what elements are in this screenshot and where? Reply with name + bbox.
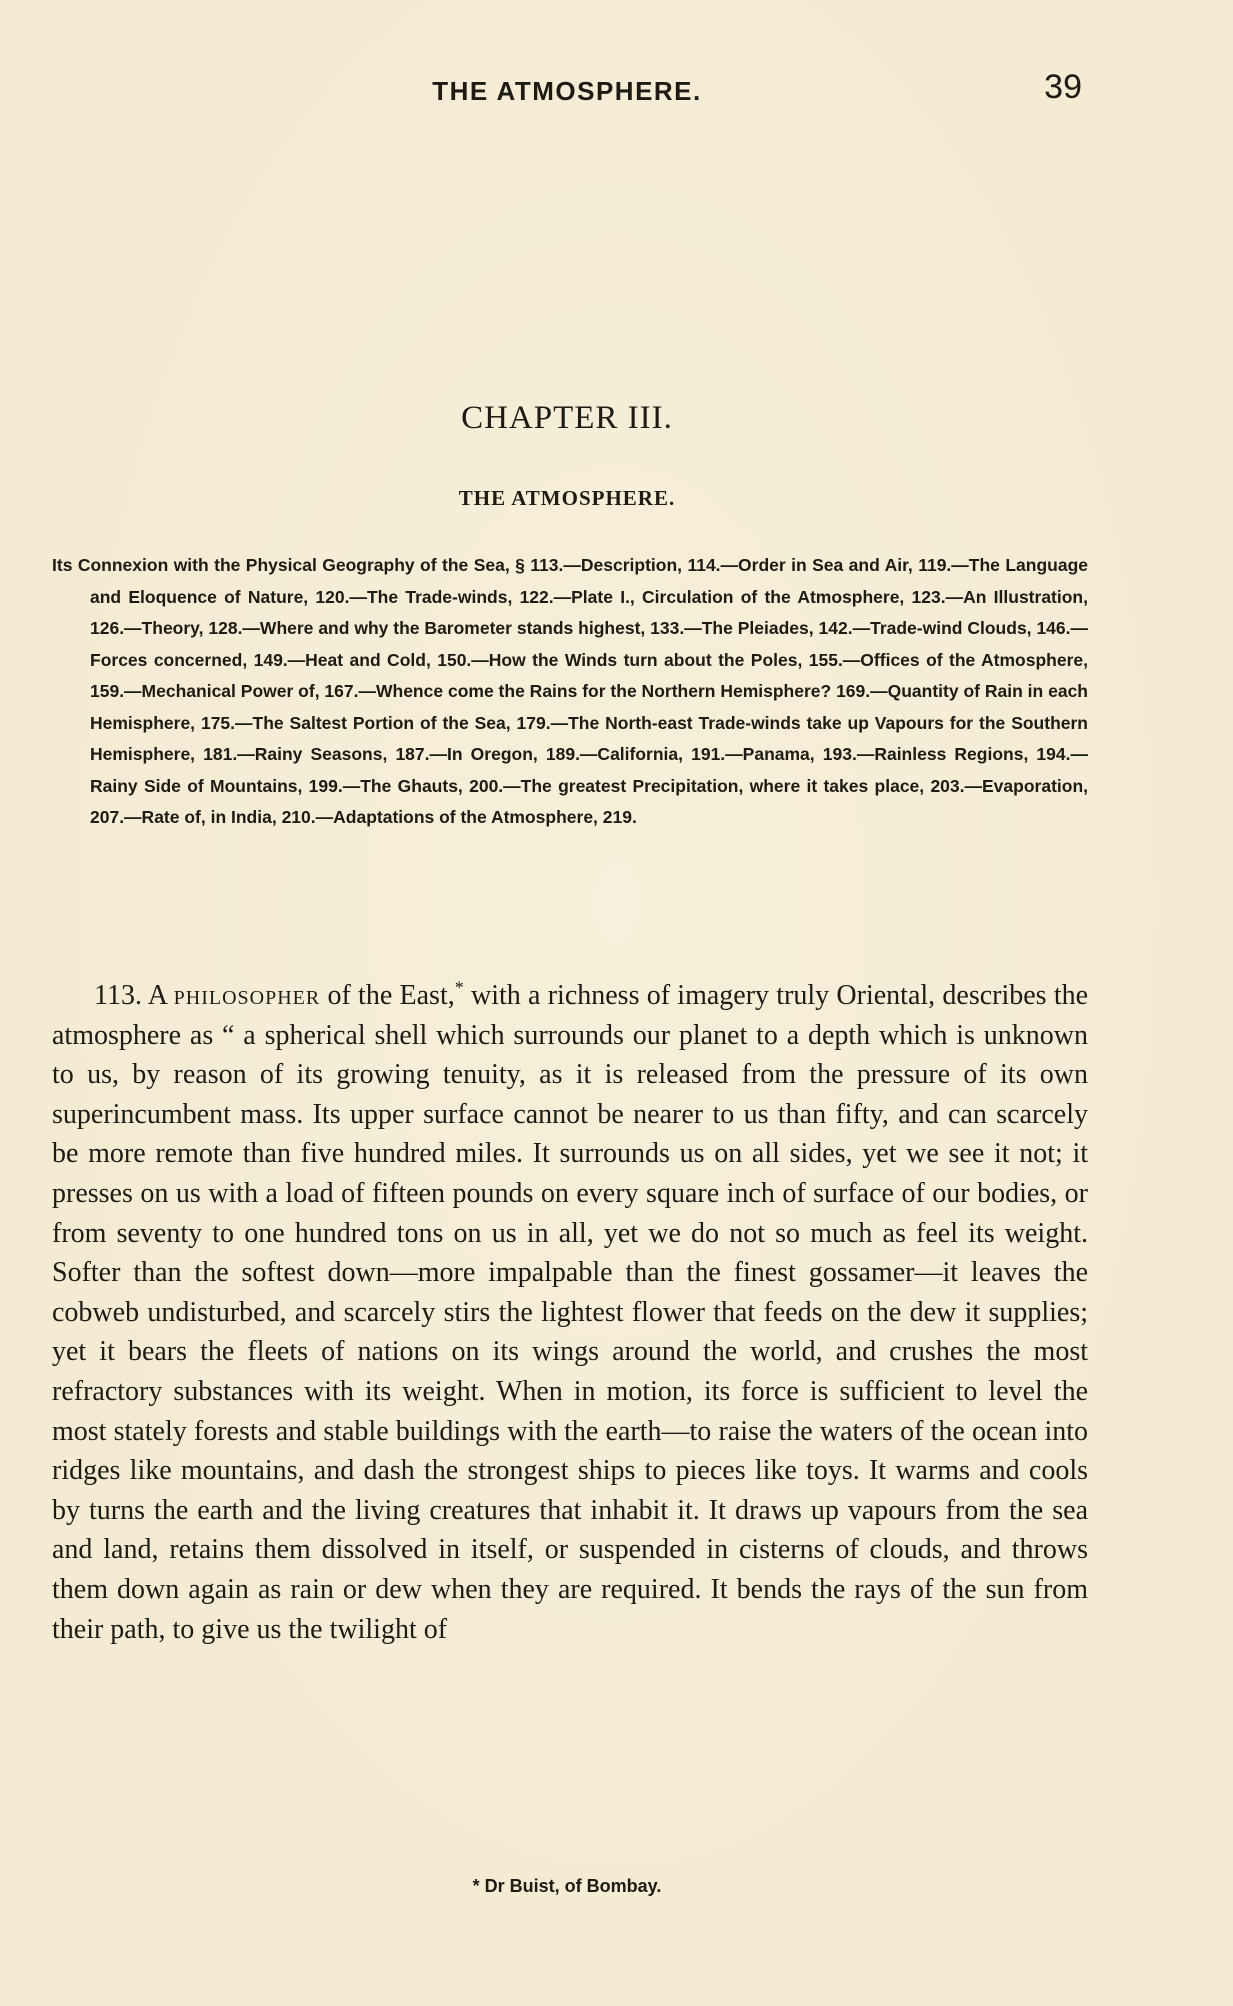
page-number: 39 <box>1044 68 1082 106</box>
opening-word: A <box>147 980 167 1011</box>
paragraph-text: with a richness of imagery truly Oriental, describes the atmosphere as “ a spherical shell which surrounds our planet to a depth which is unknown to us, by reason of its growing tenuity, as it is released from the pressure of its own superincumbent mass. Its upper surface cannot be nearer to us than fifty, and can scarcely be more remote than five hundred miles. It surrounds us on all sides, yet we see it not; it presses on us with a load of fifteen pounds on every square inch of surface of our bodies, or from seventy to one hundred tons on us in all, yet we do not so much as feel its weight. Softer than the softest down—more impalpable than the finest gossamer—it leaves the cobweb undisturbed, and scarcely stirs the lightest flower that feeds on the dew it supplies; yet it bears the fleets of nations on its wings around the world, and crushes the most refractory substances with its weight. When in motion, its force is sufficient to level the most stately forests and stable buildings with the earth—to raise the waters of the ocean into ridges like mountains, and dash the strongest ships to pieces like toys. It warms and cools by turns the earth and the living creatures that inhabit it. It draws up vapours from the sea and land, retains them dissolved in itself, or suspended in cisterns of clouds, and throws them down again as rain or dew when they are required. It bends the rays of the sun from their path, to give us the twilight of <box>52 980 1089 1645</box>
running-title: THE ATMOSPHERE. <box>432 76 702 106</box>
paragraph-number: 113. <box>94 980 142 1011</box>
body-paragraph <box>52 976 1088 1649</box>
opening-smallcaps: philosopher <box>173 980 321 1011</box>
page-header <box>52 68 1082 108</box>
footnote: * Dr Buist, of Bombay. <box>472 1876 662 1896</box>
chapter-heading: CHAPTER III. <box>461 400 673 436</box>
footnote-marker: * <box>454 977 464 998</box>
chapter-synopsis: Its Connexion with the Physical Geography of the Sea, § 113.—Description, 114.—Order in Sea and Air, 119.—The Language and Eloquence of Nature, 120.—The Trade-winds, 122.—Plate I., Circulation of the Atmosphere, 123.—An Illustration, 126.—Theory, 128.—Where and why the Barometer stands highest, 133.—The Pleiades, 142.—Trade-wind Clouds, 146.—Forces concerned, 149.—Heat and Cold, 150.—How the Winds turn about the Poles, 155.—Offices of the Atmosphere, 159.—Mechanical Power of, 167.—Whence come the Rains for the Northern Hemisphere? 169.—Quantity of Rain in each Hemisphere, 175.—The Saltest Portion of the Sea, 179.—The North-east Trade-winds take up Vapours for the Southern Hemisphere, 181.—Rainy Seasons, 187.—In Oregon, 189.—California, 191.—Panama, 193.—Rainless Regions, 194.—Rainy Side of Mountains, 199.—The Ghauts, 200.—The greatest Precipitation, where it takes place, 203.—Evaporation, 207.—Rate of, in India, 210.—Adaptations of the Atmosphere, 219. <box>52 555 1088 827</box>
chapter-subtitle: THE ATMOSPHERE. <box>458 486 676 510</box>
opening-continuation: of the East, <box>327 980 455 1011</box>
